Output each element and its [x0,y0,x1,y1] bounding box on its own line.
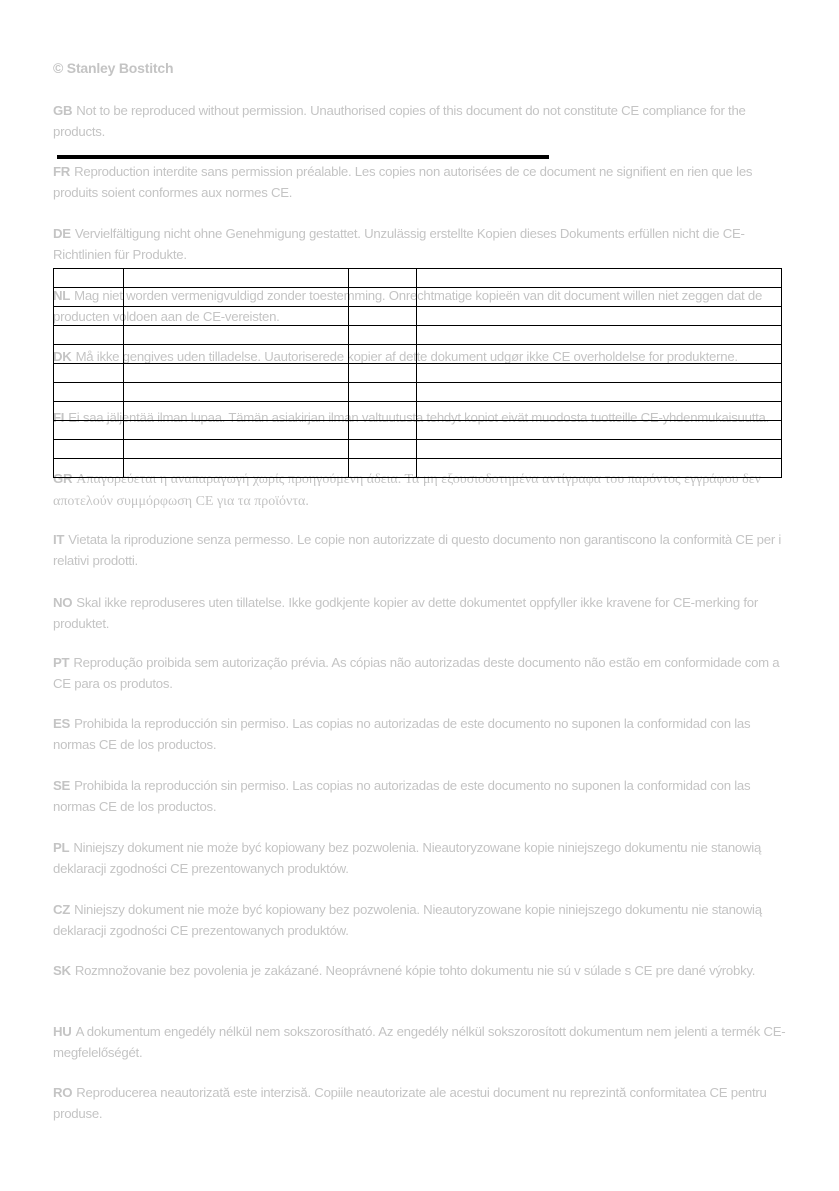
table-cell [349,421,417,440]
language-code: DK [53,349,72,364]
table-cell [54,345,124,364]
notice-text: Reproducerea neautorizată este interzisă. Copiile neautorizate ale acestui document nu reprezintă conformitatea CE pentru produse. [53,1085,767,1121]
table-cell [417,421,782,440]
table-cell [124,459,349,478]
table-cell [417,459,782,478]
table-cell [417,402,782,421]
notice-pt [53,653,793,694]
table-cell [124,326,349,345]
table-cell [124,269,349,288]
notice-text: Rozmnožovanie bez povolenia je zakázané. Neoprávnené kópie tohto dokumentu nie sú v súlade s CE pre dané výrobky. [74,963,756,978]
table-cell [124,383,349,402]
table-cell [417,326,782,345]
language-code: SE [53,778,71,793]
table-cell [349,326,417,345]
copyright-line: © Stanley Bostitch [53,60,174,76]
table-cell [54,288,124,307]
table-cell [54,326,124,345]
language-code: RO [53,1085,73,1100]
notice-fr [53,162,793,203]
notice-gb [53,101,793,142]
notice-text: Mag niet worden vermenigvuldigd zonder toestemming. Onrechtmatige kopieën van dit document willen niet zeggen dat de producten voldoen aan de CE-vereisten. [53,288,763,324]
language-code: ES [53,716,71,731]
notice-no [53,593,793,634]
notice-text: Prohibida la reproducción sin permiso. Las copias no autorizadas de este documento no suponen la conformidad con las normas CE de los productos. [53,778,751,814]
table-cell [417,269,782,288]
table-cell [417,364,782,383]
table-cell [349,307,417,326]
notice-text: Niniejszy dokument nie może być kopiowany bez pozwolenia. Nieautoryzowane kopie niniejszego dokumentu nie stanowią deklaracji zgodności CE prezentowanych produktów. [53,902,762,938]
table-cell [417,307,782,326]
table-cell [349,383,417,402]
notice-cz [53,900,793,941]
table-row [54,307,782,326]
table-cell [349,345,417,364]
table-cell [417,383,782,402]
table-cell [417,345,782,364]
language-code: IT [53,532,65,547]
table-row [54,440,782,459]
notice-text: Reproduction interdite sans permission préalable. Les copies non autorisées de ce document ne signifient en rien que les produits soient conformes aux normes CE. [53,164,753,200]
notice-text: Not to be reproduced without permission. Unauthorised copies of this document do not constitute CE compliance for the products. [53,103,746,139]
table-cell [417,440,782,459]
language-code: CZ [53,902,71,917]
table-row [54,288,782,307]
notice-se [53,776,793,817]
table-cell [124,364,349,383]
language-code: FI [53,410,65,425]
table-row [54,326,782,345]
notice-pl [53,838,793,879]
table-cell [54,421,124,440]
table-row [54,364,782,383]
table-cell [349,364,417,383]
table-cell [54,440,124,459]
notice-text: Skal ikke reproduseres uten tillatelse. Ikke godkjente kopier av dette dokumentet oppfyller ikke kravene for CE-merking for produktet. [53,595,759,631]
language-code: GB [53,103,73,118]
notice-de [53,224,793,265]
table-row [54,383,782,402]
notice-text: Vietata la riproduzione senza permesso. Le copie non autorizzate di questo documento non garantiscono la conformità CE per i relativi prodotti. [53,532,782,568]
table-cell [124,288,349,307]
notice-it [53,530,793,571]
table-cell [124,345,349,364]
empty-grid-table [53,268,782,478]
table-cell [54,269,124,288]
table-row [54,402,782,421]
table-row [54,421,782,440]
language-code: HU [53,1024,72,1039]
notice-text: Ei saa jäljentää ilman lupaa. Tämän asiakirjan ilman valtuutusta tehdyt kopiot eivät muodosta tuotteille CE-yhdenmukaisuutta. [68,410,770,425]
language-code: NO [53,595,73,610]
table-row [54,345,782,364]
table-cell [54,307,124,326]
language-code: GR [53,471,73,486]
table-cell [54,364,124,383]
notice-es [53,714,793,755]
notice-text: Vervielfältigung nicht ohne Genehmigung gestattet. Unzulässig erstellte Kopien dieses Dokuments erfüllen nicht die CE-Richtlinien für Produkte. [53,226,745,262]
table-cell [124,307,349,326]
table-row [54,459,782,478]
table-cell [417,288,782,307]
table-row [54,269,782,288]
table-cell [349,402,417,421]
notice-sk [53,961,793,982]
notice-text: A dokumentum engedély nélkül nem sokszorosítható. Az engedély nélkül sokszorosított dokumentum nem jelenti a termék CE-megfelelőségét. [53,1024,786,1060]
notice-ro [53,1083,793,1124]
table-cell [349,440,417,459]
table-cell [54,459,124,478]
table-cell [124,402,349,421]
language-code: SK [53,963,71,978]
table-cell [54,383,124,402]
language-code: FR [53,164,71,179]
language-code: PT [53,655,70,670]
notice-hu [53,1022,793,1063]
notice-text: Απαγορεύεται η αναπαραγωγή χωρίς προηγούμενη άδεια. Τα μη εξουσιοδοτημένα αντίγραφα του παρόντος εγγράφου δεν αποτελούν συμμόρφωση CE για τα προϊόντα. [53,472,761,509]
notice-text: Reprodução proibida sem autorização prévia. As cópias não autorizadas deste documento não estão em conformidade com a CE para os produtos. [53,655,780,691]
table-cell [349,288,417,307]
table-cell [349,269,417,288]
notice-text: Niniejszy dokument nie może być kopiowany bez pozwolenia. Nieautoryzowane kopie niniejszego dokumentu nie stanowią deklaracji zgodności CE prezentowanych produktów. [53,840,762,876]
notice-text: Må ikke gengives uden tilladelse. Uautoriserede kopier af dette dokument udgør ikke CE overholdelse for produkterne. [75,349,738,364]
language-code: NL [53,288,71,303]
language-code: DE [53,226,71,241]
notice-text: Prohibida la reproducción sin permiso. Las copias no autorizadas de este documento no suponen la conformidad con las normas CE de los productos. [53,716,751,752]
language-code: PL [53,840,70,855]
table-cell [124,421,349,440]
table-cell [349,459,417,478]
table-cell [124,440,349,459]
horizontal-rule [57,155,549,159]
table-cell [54,402,124,421]
